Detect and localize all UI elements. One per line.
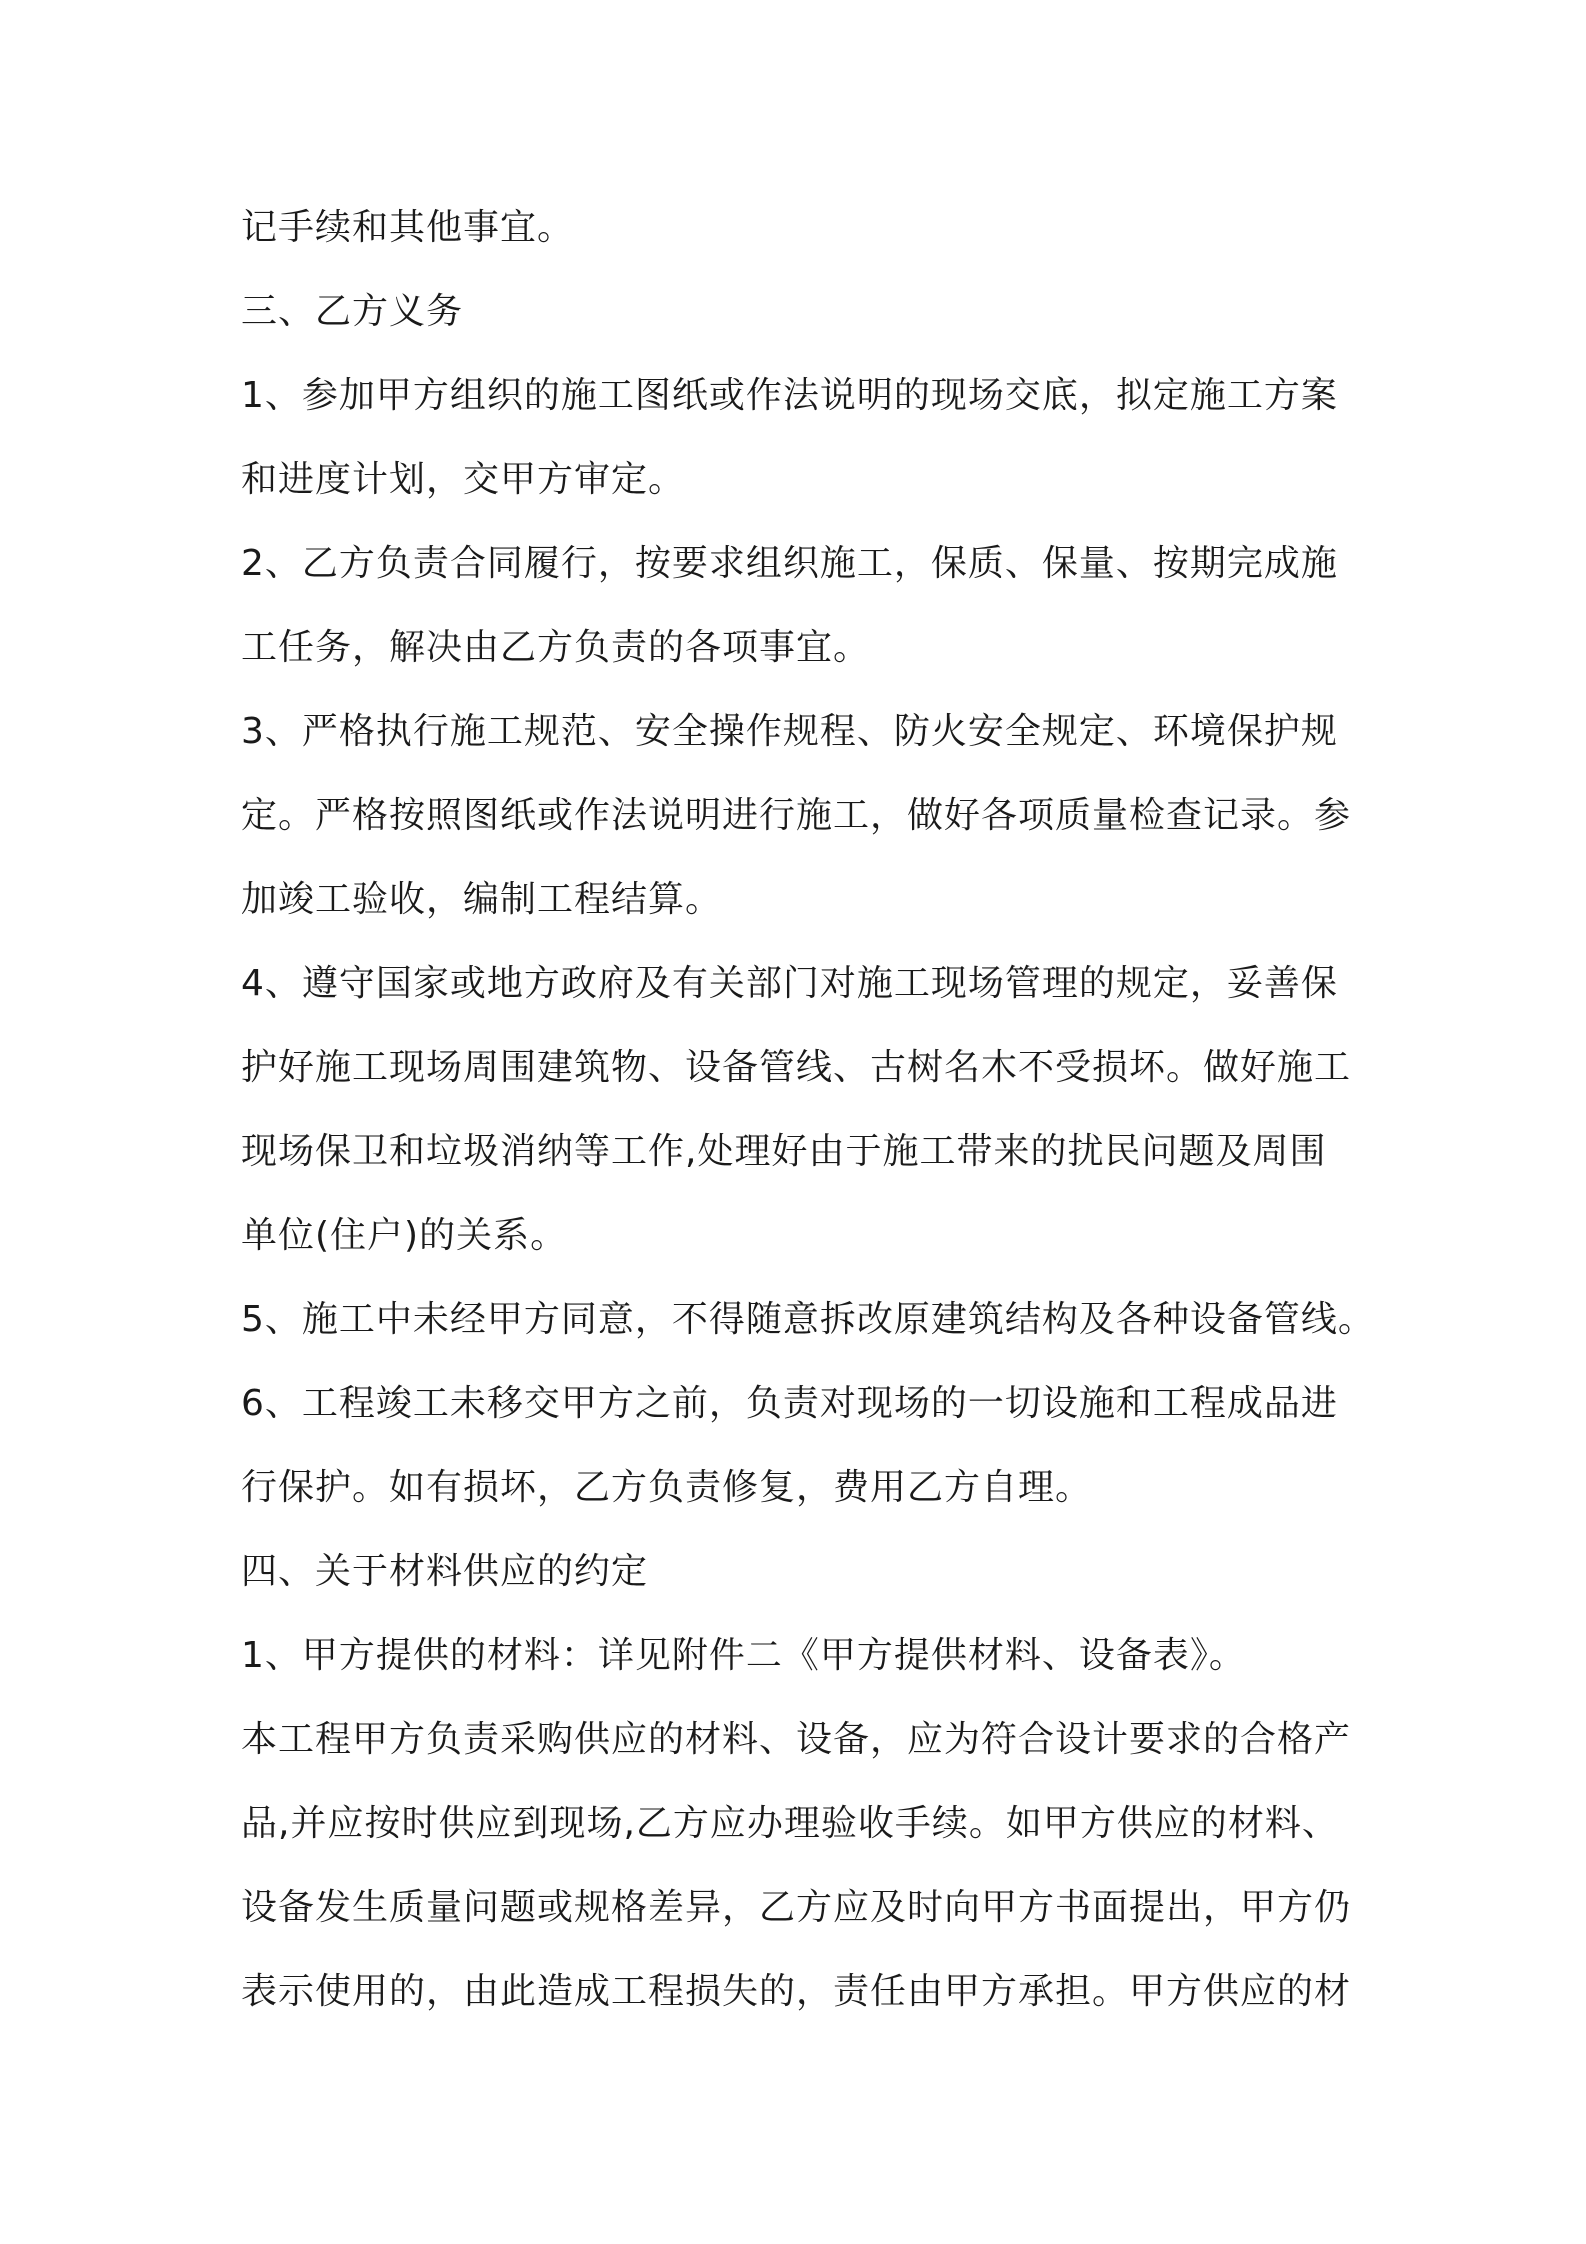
section-heading-party-b-obligations: 三、乙方义务 bbox=[241, 291, 464, 332]
text-line: 2、乙方负责合同履行，按要求组织施工，保质、保量、按期完成施 bbox=[241, 543, 1338, 584]
text-line: 工任务，解决由乙方负责的各项事宜。 bbox=[241, 627, 871, 668]
text-line: 3、严格执行施工规范、安全操作规程、防火安全规定、环境保护规 bbox=[241, 711, 1338, 752]
text-line: 6、工程竣工未移交甲方之前，负责对现场的一切设施和工程成品进 bbox=[241, 1383, 1338, 1424]
text-line: 护好施工现场周围建筑物、设备管线、古树名木不受损坏。做好施工 bbox=[241, 1047, 1352, 1088]
text-line: 和进度计划，交甲方审定。 bbox=[241, 459, 686, 500]
text-line: 1、参加甲方组织的施工图纸或作法说明的现场交底，拟定施工方案 bbox=[241, 375, 1338, 416]
text-line: 表示使用的，由此造成工程损失的，责任由甲方承担。甲方供应的材 bbox=[241, 1971, 1352, 2012]
text-line: 本工程甲方负责采购供应的材料、设备，应为符合设计要求的合格产 bbox=[241, 1719, 1352, 1760]
text-line: 加竣工验收，编制工程结算。 bbox=[241, 879, 723, 920]
text-line: 4、遵守国家或地方政府及有关部门对施工现场管理的规定，妥善保 bbox=[241, 963, 1338, 1004]
text-line: 行保护。如有损坏，乙方负责修复，费用乙方自理。 bbox=[241, 1467, 1093, 1508]
section-heading-material-supply: 四、关于材料供应的约定 bbox=[241, 1551, 649, 1592]
text-line: 品,并应按时供应到现场,乙方应办理验收手续。如甲方供应的材料、 bbox=[241, 1803, 1339, 1844]
text-line: 记手续和其他事宜。 bbox=[241, 207, 575, 248]
text-line: 单位(住户)的关系。 bbox=[241, 1215, 568, 1256]
text-line: 现场保卫和垃圾消纳等工作,处理好由于施工带来的扰民问题及周围 bbox=[241, 1131, 1327, 1172]
text-line: 1、甲方提供的材料：详见附件二《甲方提供材料、设备表》。 bbox=[241, 1635, 1246, 1676]
text-line: 设备发生质量问题或规格差异，乙方应及时向甲方书面提出，甲方仍 bbox=[241, 1887, 1352, 1928]
text-line: 5、施工中未经甲方同意，不得随意拆改原建筑结构及各种设备管线。 bbox=[241, 1299, 1375, 1340]
text-line: 定。严格按照图纸或作法说明进行施工，做好各项质量检查记录。参 bbox=[241, 795, 1352, 836]
